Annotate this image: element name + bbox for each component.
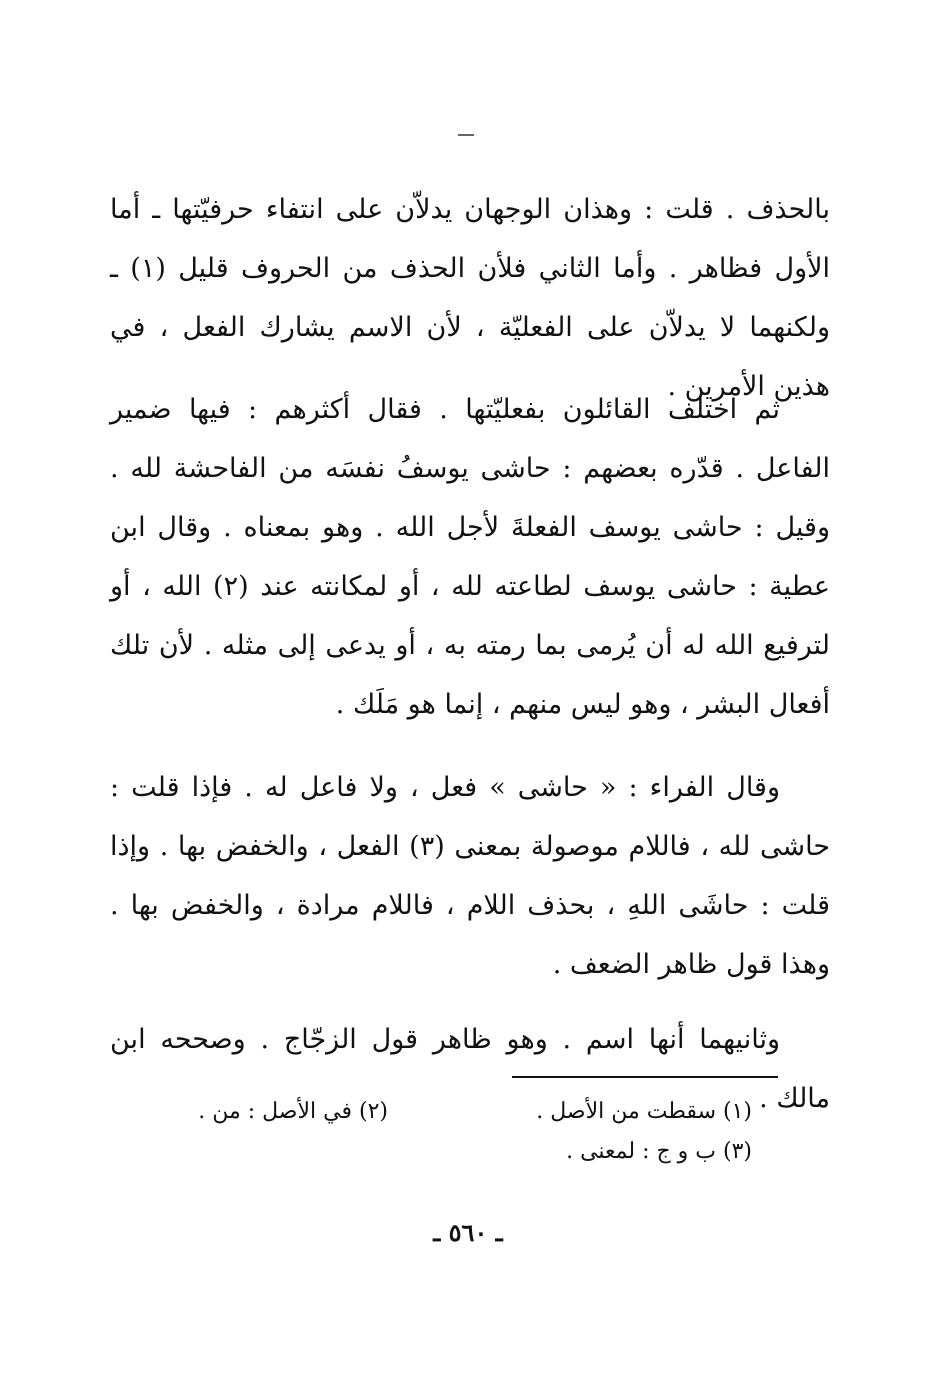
header-dash	[458, 134, 474, 136]
footnote-3: (٣) ب و ج : لمعنى .	[566, 1139, 752, 1164]
body-paragraph-3-container	[110, 758, 830, 994]
body-paragraph: بالحذف . قلت : وهذان الوجهان يدلاّن على انتفاء حرفيّتها ـ أما الأول فظاهر . وأما الثاني فلأن الحذف من الحروف قليل (١) ـ ولكنهما لا يدلاّن على الفعليّة ، لأن الاسم يشارك الفعل ، في هذين الأمرين .	[110, 194, 831, 402]
body-paragraph: وقال الفراء : « حاشى » فعل ، ولا فاعل له . فإذا قلت : حاشى لله ، فاللام موصولة بمعنى (٣) الفعل ، والخفض بها . وإذا قلت : حاشَى اللهِ ، بحذف اللام ، فاللام مرادة ، والخفض بها . وهذا قول ظاهر الضعف .	[110, 772, 831, 980]
footnotes	[180, 1092, 780, 1182]
body-paragraph: ثم اختلف القائلون بفعليّتها . فقال أكثرهم : فيها ضمير الفاعل . قدّره بعضهم : حاشى يوسفُ نفسَه من الفاحشة لله . وقيل : حاشى يوسف الفعلةَ لأجل الله . وهو بمعناه . وقال ابن عطية : حاشى يوسف لطاعته لله ، أو لمكانته عند (٢) الله ، أو لترفيع الله له أن يُرمى بما رمته به ، أو يدعى إلى مثله . لأن تلك أفعال البشر ، وهو ليس منهم ، إنما هو مَلَك .	[110, 394, 830, 720]
footnote-divider	[512, 1076, 778, 1078]
footnote-1: (١) سقطت من الأصل .	[536, 1099, 752, 1124]
body-paragraph: وثانيهما أنها اسم . وهو ظاهر قول الزجّاج . وصححه ابن مالك .	[110, 1024, 830, 1114]
body-paragraph-2-container	[110, 380, 830, 734]
footnote-2: (٢) في الأصل : من .	[198, 1099, 388, 1124]
page-number: ـ ٥٦٠ ـ	[433, 1218, 503, 1247]
